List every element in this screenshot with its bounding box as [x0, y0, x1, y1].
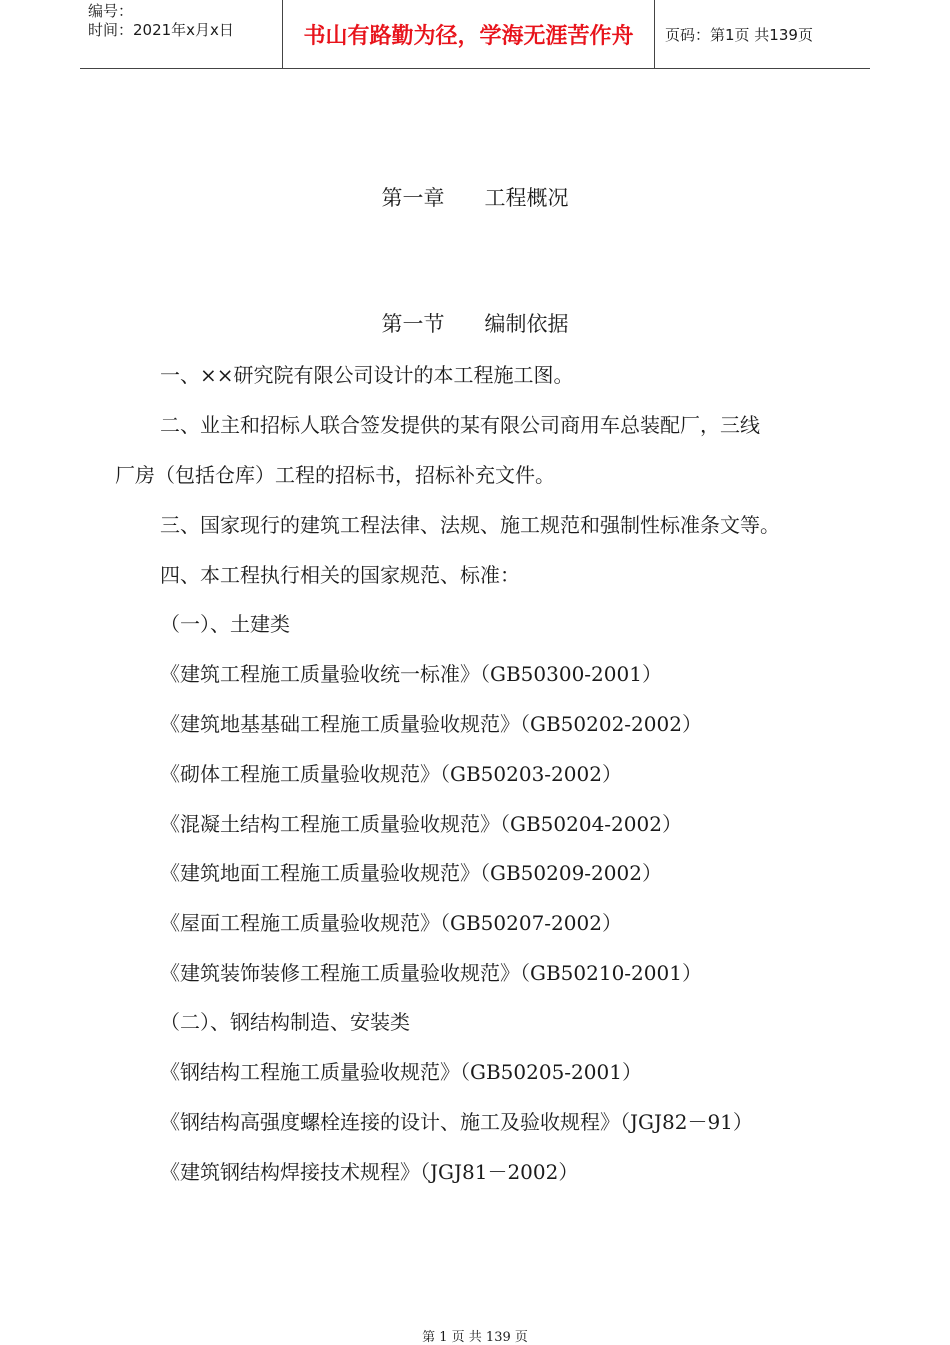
page-header [80, 0, 870, 69]
header-meta [80, 0, 282, 68]
chapter-number: 第一章 [381, 186, 445, 210]
standard-item: 《建筑工程施工质量验收统一标准》（GB50300-2001） [160, 662, 662, 686]
standard-item: 《砌体工程施工质量验收规范》（GB50203-2002） [160, 762, 622, 786]
standard-item: 《混凝土结构工程施工质量验收规范》（GB50204-2002） [160, 812, 682, 836]
section-heading [0, 308, 950, 338]
standard-item: 《钢结构高强度螺栓连接的设计、施工及验收规程》（JGJ82－91） [160, 1110, 753, 1134]
standard-item: 《建筑钢结构焊接技术规程》（JGJ81－2002） [160, 1160, 579, 1184]
subheading-civil: （一）、土建类 [160, 612, 290, 636]
paragraph-basis-3: 三、国家现行的建筑工程法律、法规、施工规范和强制性标准条文等。 [160, 513, 780, 537]
standard-item: 《建筑地基基础工程施工质量验收规范》（GB50202-2002） [160, 712, 702, 736]
header-motto: 书山有路勤为径，学海无涯苦作舟 [282, 0, 655, 68]
subheading-steel: （二）、钢结构制造、安装类 [160, 1010, 410, 1034]
chapter-heading [0, 182, 950, 212]
paragraph-basis-2: 二、业主和招标人联合签发提供的某有限公司商用车总装配厂，三线 [160, 413, 760, 437]
standard-item: 《建筑装饰装修工程施工质量验收规范》（GB50210-2001） [160, 961, 702, 985]
paragraph-basis-4: 四、本工程执行相关的国家规范、标准： [160, 563, 520, 587]
document-time-label: 时间：2021年x月x日 [88, 21, 234, 39]
header-page-info: 页码：第1页 共139页 [665, 25, 813, 44]
page-footer: 第 1 页 共 139 页 [422, 1330, 528, 1345]
section-title: 编制依据 [484, 312, 569, 336]
standard-item: 《建筑地面工程施工质量验收规范》（GB50209-2002） [160, 861, 662, 885]
paragraph-basis-2-cont: 厂房（包括仓库）工程的招标书，招标补充文件。 [115, 463, 555, 487]
section-number: 第一节 [381, 312, 445, 336]
standard-item: 《屋面工程施工质量验收规范》（GB50207-2002） [160, 911, 622, 935]
standard-item: 《钢结构工程施工质量验收规范》（GB50205-2001） [160, 1060, 642, 1084]
paragraph-basis-1: 一、××研究院有限公司设计的本工程施工图。 [160, 363, 574, 387]
chapter-title: 工程概况 [484, 186, 569, 210]
document-number-label: 编号： [88, 2, 134, 20]
